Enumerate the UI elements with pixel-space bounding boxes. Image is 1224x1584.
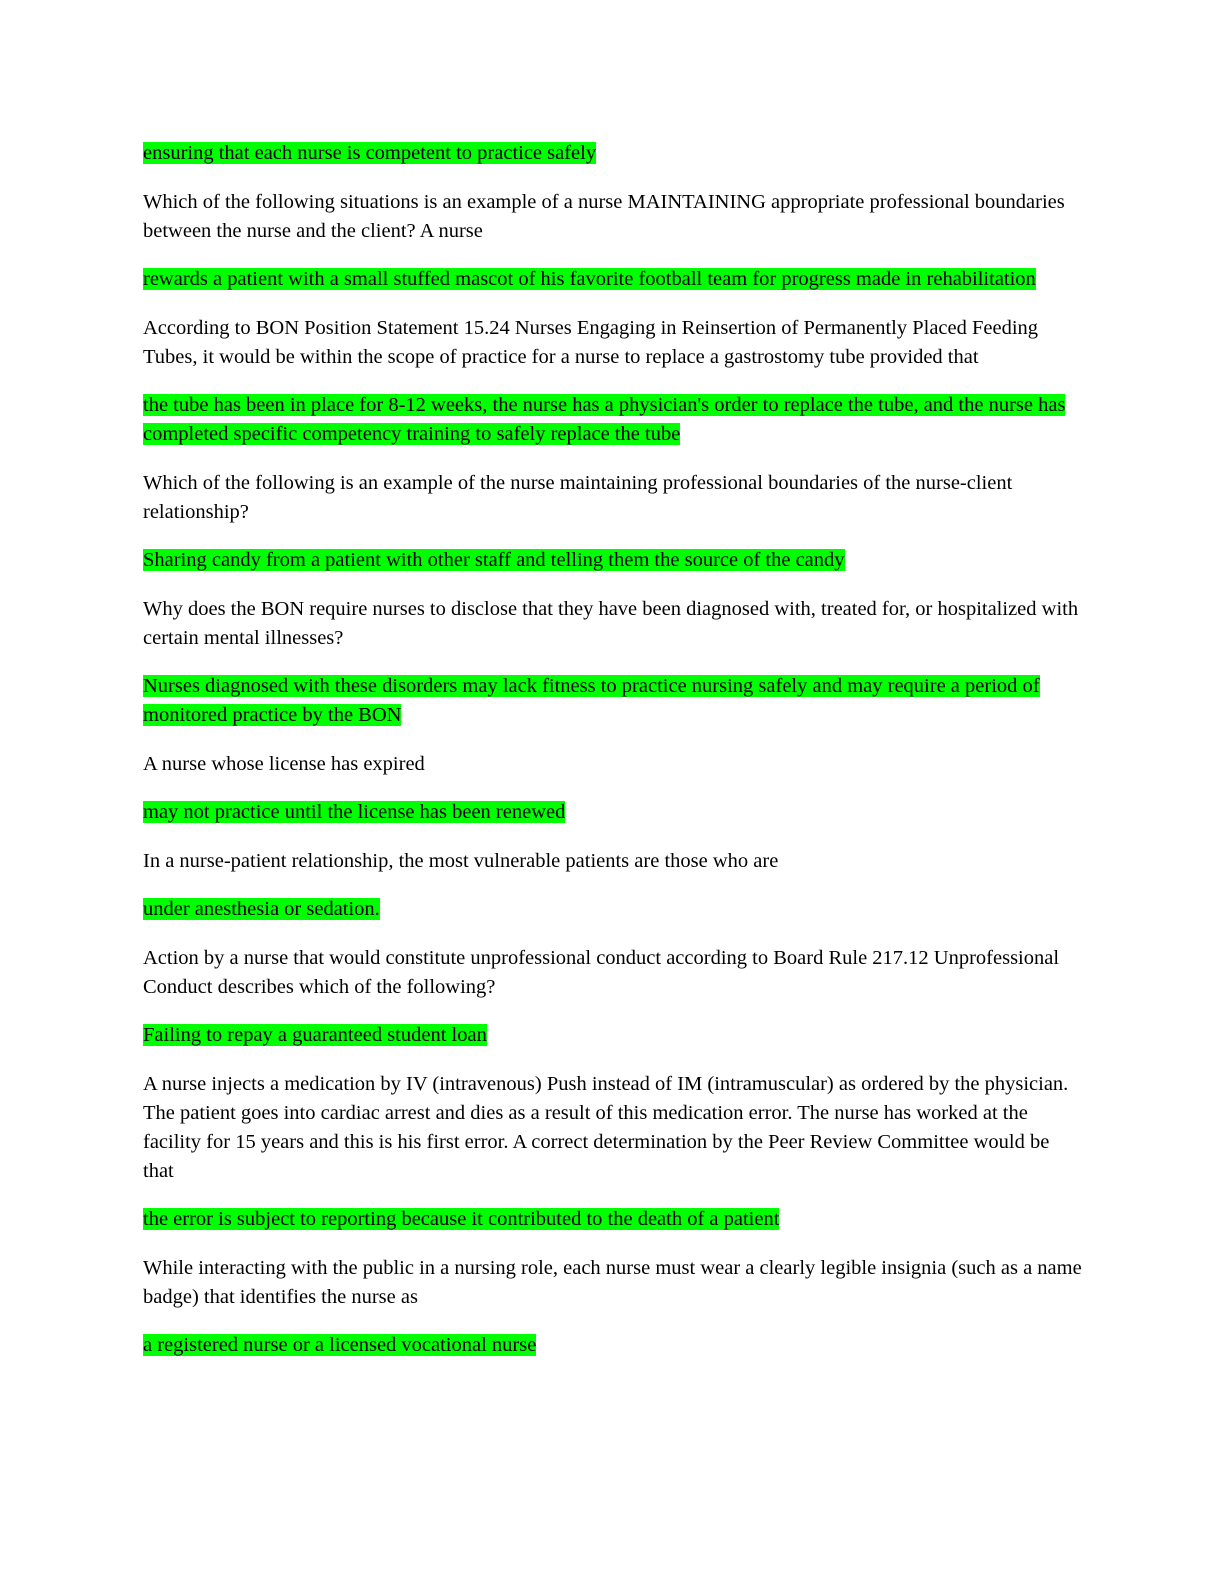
answer-highlight: a registered nurse or a licensed vocational nurse [143, 1334, 537, 1356]
answer-highlight: the tube has been in place for 8-12 weeks, the nurse has a physician's order to replace the tube, and the nurse has completed specific competency training to safely replace the tube [143, 394, 1066, 445]
question-text: Which of the following situations is an example of a nurse MAINTAINING appropriate professional boundaries between the nurse and the client? A nurse [143, 190, 1065, 242]
answer-text [143, 546, 1083, 575]
question-text: Which of the following is an example of the nurse maintaining professional boundaries of the nurse-client relationship? [143, 471, 1013, 523]
question-text: A nurse injects a medication by IV (intravenous) Push instead of IM (intramuscular) as ordered by the physician. The patient goes into cardiac arrest and dies as a result of this medication error. The nurse has worked at the facility for 15 years and this is his first error. A correct determination by the Peer Review Committee would be that [143, 1072, 1069, 1182]
answer-text [143, 895, 1083, 924]
question-text: Action by a nurse that would constitute unprofessional conduct according to Board Rule 217.12 Unprofessional Conduct describes which of the following? [143, 946, 1060, 998]
answer-highlight: Failing to repay a guaranteed student loan [143, 1024, 487, 1046]
question-text: Why does the BON require nurses to disclose that they have been diagnosed with, treated for, or hospitalized with certain mental illnesses? [143, 597, 1079, 649]
question-text: According to BON Position Statement 15.24 Nurses Engaging in Reinsertion of Permanently Placed Feeding Tubes, it would be within the scope of practice for a nurse to replace a gastrostomy tube provided that [143, 316, 1039, 368]
question-text: A nurse whose license has expired [143, 752, 425, 775]
answer-highlight: under anesthesia or sedation. [143, 898, 380, 920]
question-text: In a nurse-patient relationship, the most vulnerable patients are those who are [143, 849, 779, 872]
answer-text [143, 672, 1083, 730]
answer-text [143, 265, 1083, 294]
question-text: While interacting with the public in a nursing role, each nurse must wear a clearly legible insignia (such as a name badge) that identifies the nurse as [143, 1256, 1082, 1308]
answer-text [143, 1205, 1083, 1234]
answer-highlight: may not practice until the license has been renewed [143, 801, 566, 823]
answer-highlight: Sharing candy from a patient with other staff and telling them the source of the candy [143, 549, 845, 571]
answer-highlight: the error is subject to reporting because it contributed to the death of a patient [143, 1208, 780, 1230]
answer-text [143, 139, 1083, 168]
answer-highlight: ensuring that each nurse is competent to practice safely [143, 142, 597, 164]
document-page [143, 139, 1083, 1380]
answer-text [143, 391, 1083, 449]
answer-highlight: Nurses diagnosed with these disorders may lack fitness to practice nursing safely and may require a period of monitored practice by the BON [143, 675, 1040, 726]
answer-text [143, 1331, 1083, 1360]
answer-text [143, 1021, 1083, 1050]
answer-highlight: rewards a patient with a small stuffed mascot of his favorite football team for progress made in rehabilitation [143, 268, 1036, 290]
answer-text [143, 798, 1083, 827]
